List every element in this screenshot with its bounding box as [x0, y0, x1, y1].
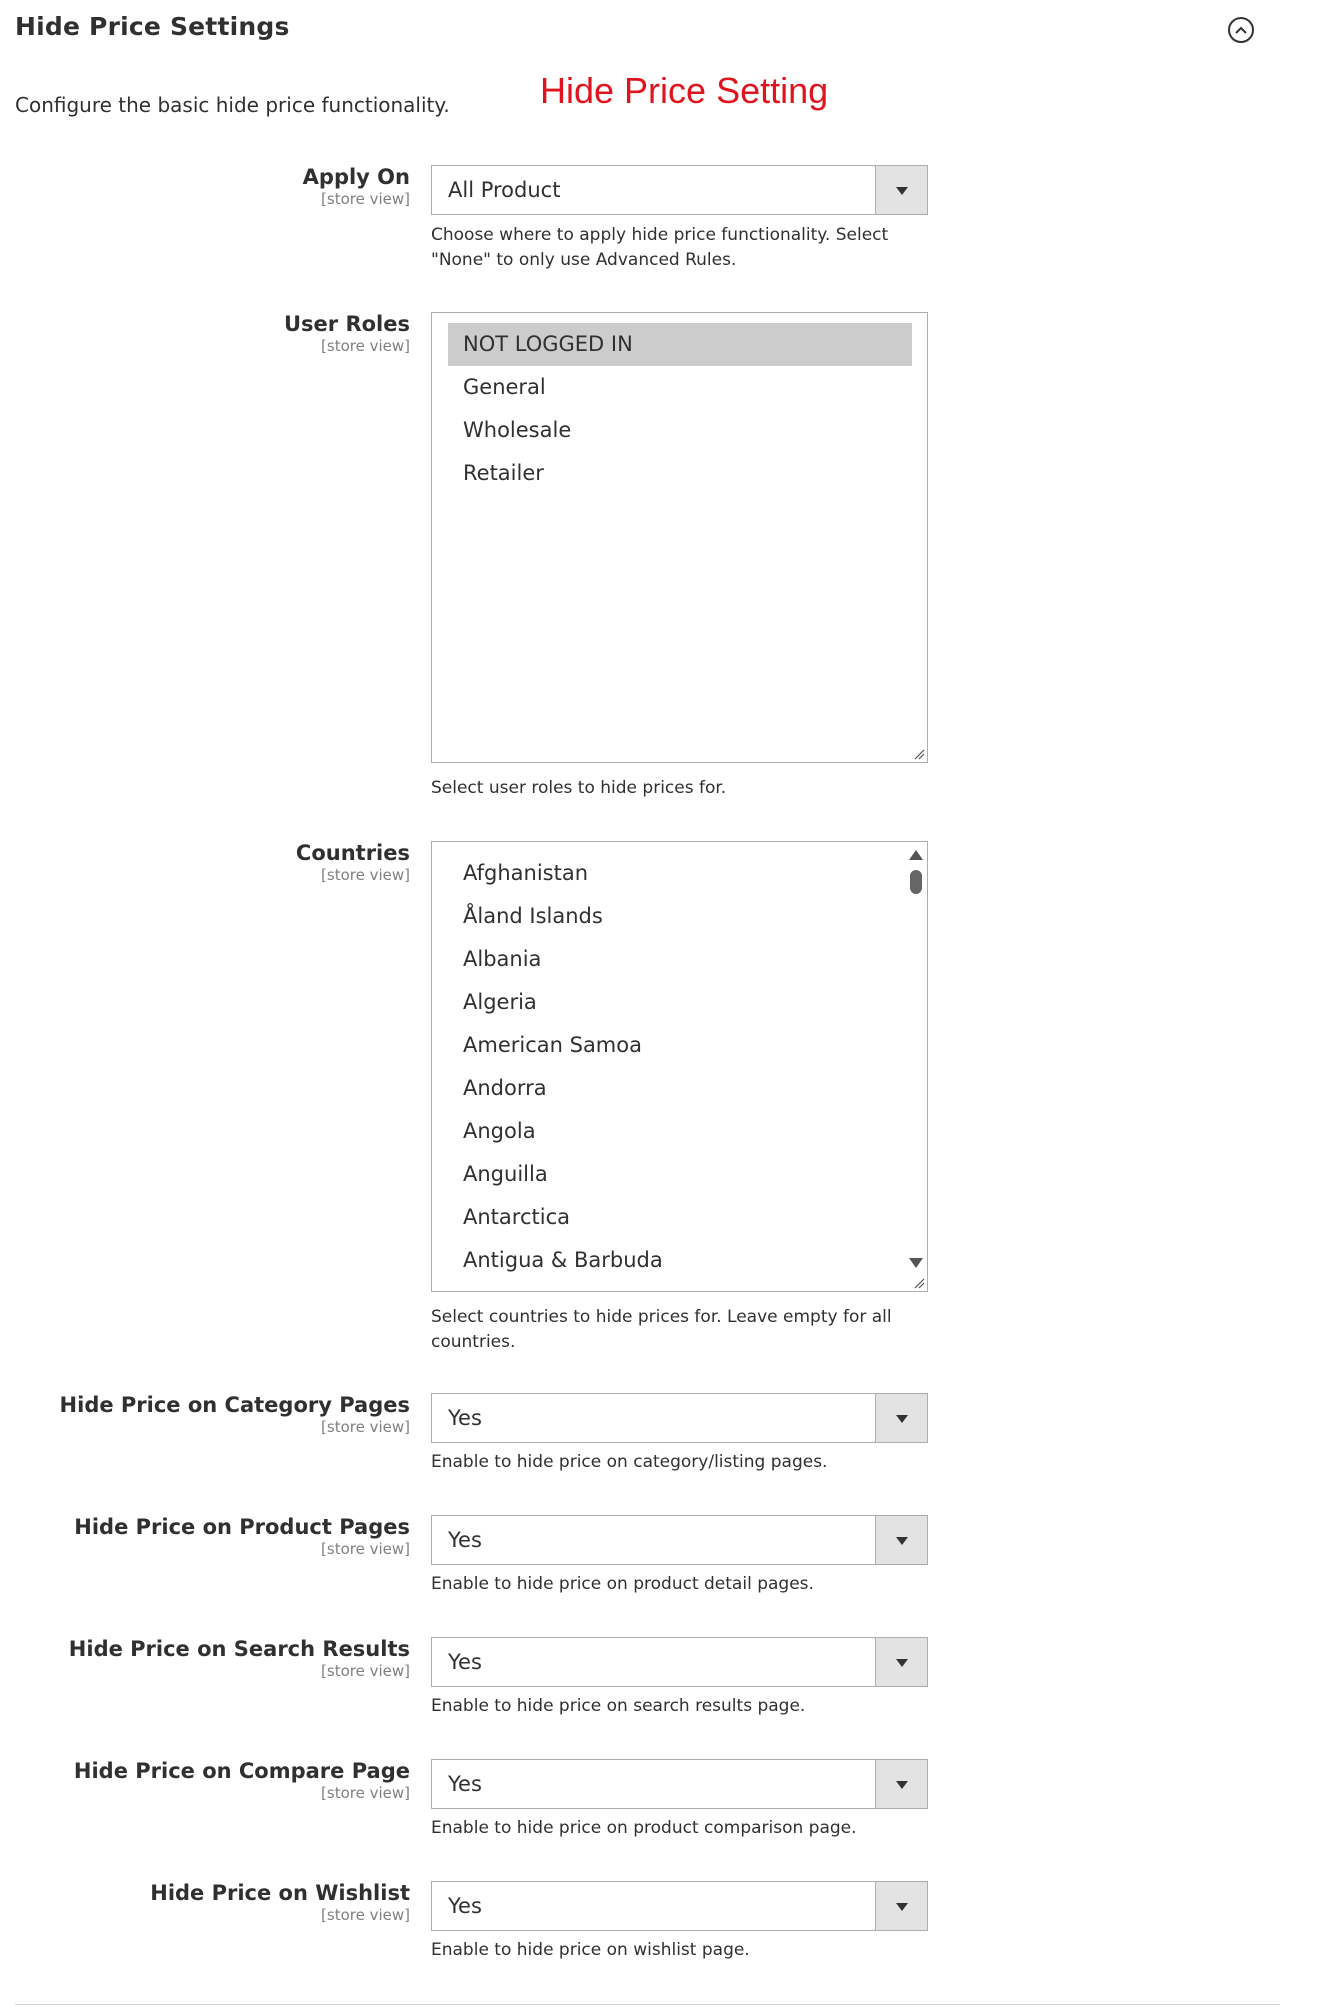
scope-label: [store view] [321, 1906, 410, 1924]
scope-label: [store view] [321, 1784, 410, 1802]
section-divider [15, 2004, 1280, 2005]
dropdown-arrow[interactable] [875, 1760, 927, 1808]
wishlist-value: Yes [448, 1894, 482, 1918]
triangle-down-icon [896, 1537, 908, 1545]
category-pages-note: Enable to hide price on category/listing pages. [431, 1452, 828, 1472]
wishlist-note: Enable to hide price on wishlist page. [431, 1940, 750, 1960]
resize-handle-icon[interactable] [913, 748, 925, 760]
scroll-down-arrow-icon[interactable] [909, 1258, 923, 1268]
user-role-option[interactable]: NOT LOGGED IN [448, 323, 912, 366]
user-roles-note: Select user roles to hide prices for. [431, 778, 727, 798]
search-results-note: Enable to hide price on search results page. [431, 1696, 806, 1716]
dropdown-arrow[interactable] [875, 1882, 927, 1930]
apply-on-value: All Product [448, 178, 561, 202]
section-title: Hide Price Settings [15, 12, 290, 41]
search-results-select[interactable] [431, 1637, 928, 1687]
scope-label: [store view] [321, 866, 410, 884]
country-option[interactable]: Albania [463, 947, 542, 971]
compare-page-label: Hide Price on Compare Page [store view] [0, 1759, 410, 1802]
dropdown-arrow[interactable] [875, 1394, 927, 1442]
triangle-down-icon [896, 1903, 908, 1911]
country-option[interactable]: Antigua & Barbuda [463, 1248, 663, 1272]
user-roles-label: User Roles [store view] [0, 312, 410, 355]
dropdown-arrow[interactable] [875, 1638, 927, 1686]
country-option[interactable]: Åland Islands [463, 904, 603, 928]
compare-page-note: Enable to hide price on product comparison page. [431, 1818, 857, 1838]
scroll-up-arrow-icon[interactable] [909, 850, 923, 860]
chevron-up-circle-icon [1234, 25, 1248, 35]
triangle-down-icon [896, 1659, 908, 1667]
triangle-down-icon [896, 1415, 908, 1423]
apply-on-label: Apply On [store view] [0, 165, 410, 208]
country-option[interactable]: Afghanistan [463, 861, 589, 885]
scope-label: [store view] [321, 1418, 410, 1436]
countries-note: Select countries to hide prices for. Leave empty for all countries. [431, 1307, 892, 1352]
country-option[interactable]: Algeria [463, 990, 537, 1014]
scope-label: [store view] [321, 190, 410, 208]
compare-page-select[interactable] [431, 1759, 928, 1809]
category-pages-value: Yes [448, 1406, 482, 1430]
country-option[interactable]: Antarctica [463, 1205, 570, 1229]
search-results-label: Hide Price on Search Results [store view] [0, 1637, 410, 1680]
country-option[interactable]: Andorra [463, 1076, 547, 1100]
apply-on-select[interactable] [431, 165, 928, 215]
wishlist-label: Hide Price on Wishlist [store view] [0, 1881, 410, 1924]
product-pages-select[interactable] [431, 1515, 928, 1565]
annotation-text: Hide Price Setting [540, 70, 829, 111]
triangle-down-icon [896, 187, 908, 195]
countries-scrollbar[interactable] [905, 844, 925, 1274]
category-pages-label: Hide Price on Category Pages [store view] [0, 1393, 410, 1436]
country-option[interactable]: American Samoa [463, 1033, 642, 1057]
country-option[interactable]: Angola [463, 1119, 536, 1143]
user-roles-multiselect[interactable] [431, 312, 928, 763]
country-option[interactable]: Anguilla [463, 1162, 548, 1186]
user-role-option[interactable]: Wholesale [463, 418, 572, 442]
product-pages-value: Yes [448, 1528, 482, 1552]
countries-multiselect[interactable] [431, 841, 928, 1292]
wishlist-select[interactable] [431, 1881, 928, 1931]
apply-on-note: Choose where to apply hide price functionality. Select "None" to only use Advanced Rules. [431, 225, 889, 270]
product-pages-label: Hide Price on Product Pages [store view] [0, 1515, 410, 1558]
scrollbar-thumb[interactable] [910, 870, 922, 894]
compare-page-value: Yes [448, 1772, 482, 1796]
resize-handle-icon[interactable] [913, 1277, 925, 1289]
scope-label: [store view] [321, 1540, 410, 1558]
dropdown-arrow[interactable] [875, 166, 927, 214]
search-results-value: Yes [448, 1650, 482, 1674]
user-role-option[interactable]: General [463, 375, 546, 399]
triangle-down-icon [896, 1781, 908, 1789]
scope-label: [store view] [321, 1662, 410, 1680]
user-role-option[interactable]: Retailer [463, 461, 544, 485]
dropdown-arrow[interactable] [875, 1516, 927, 1564]
scope-label: [store view] [321, 337, 410, 355]
section-intro: Configure the basic hide price functionality. [15, 93, 450, 117]
countries-label: Countries [store view] [0, 841, 410, 884]
category-pages-select[interactable] [431, 1393, 928, 1443]
collapse-section-button[interactable] [1228, 17, 1254, 43]
product-pages-note: Enable to hide price on product detail pages. [431, 1574, 814, 1594]
